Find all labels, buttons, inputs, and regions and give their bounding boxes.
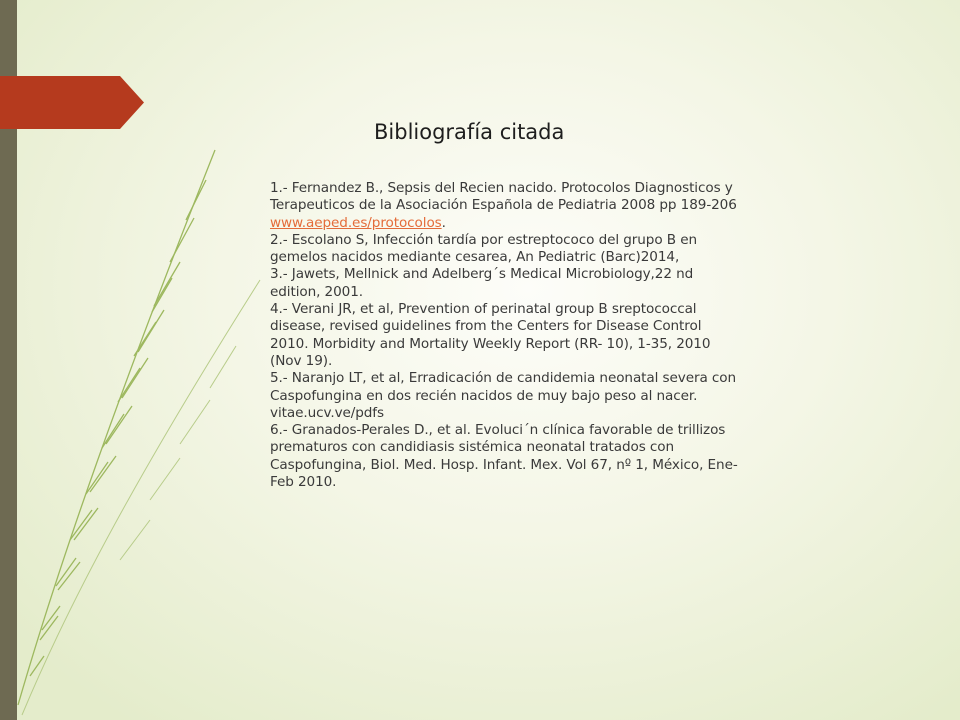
reference-item: 5.- Naranjo LT, et al, Erradicación de candidemia neonatal severa con Caspofungina en dos recién nacidos de muy bajo peso al nacer. vitae.ucv.ve/pdfs xyxy=(270,370,737,421)
reference-text: . xyxy=(441,214,446,231)
reference-item: 2.- Escolano S, Infección tardía por estreptococo del grupo B en gemelos nacidos mediante cesarea, An Pediatric (Barc)2014, xyxy=(270,231,697,266)
reference-link[interactable]: www.aeped.es/protocolos xyxy=(270,214,442,231)
reference-item: 4.- Verani JR, et al, Prevention of perinatal group B sreptococcal disease, revised guidelines from the Centers for Disease Control 2010. Morbidity and Mortality Weekly Report (RR- 10), 1-35, 2010 (Nov 19). xyxy=(270,301,711,369)
reference-item xyxy=(270,180,740,232)
reference-text: 1.- Fernandez B., Sepsis del Recien nacido. Protocolos Diagnosticos y Terapeuticos de la Asociación Española de Pediatria 2008 pp 189-206 xyxy=(270,180,737,214)
reference-item: 3.- Jawets, Mellnick and Adelberg´s Medical Microbiology,22 nd edition, 2001. xyxy=(270,266,694,300)
title-tab-shape xyxy=(0,76,144,129)
slide-title: Bibliografía citada xyxy=(374,120,565,144)
reference-list xyxy=(270,180,740,491)
reference-item: 6.- Granados-Perales D., et al. Evoluci´n clínica favorable de trillizos prematuros con candidiasis sistémica neonatal tratados con Caspofungina, Biol. Med. Hosp. Infant. Mex. Vol 67, nº 1, México, Ene-Feb 2010. xyxy=(270,422,738,491)
